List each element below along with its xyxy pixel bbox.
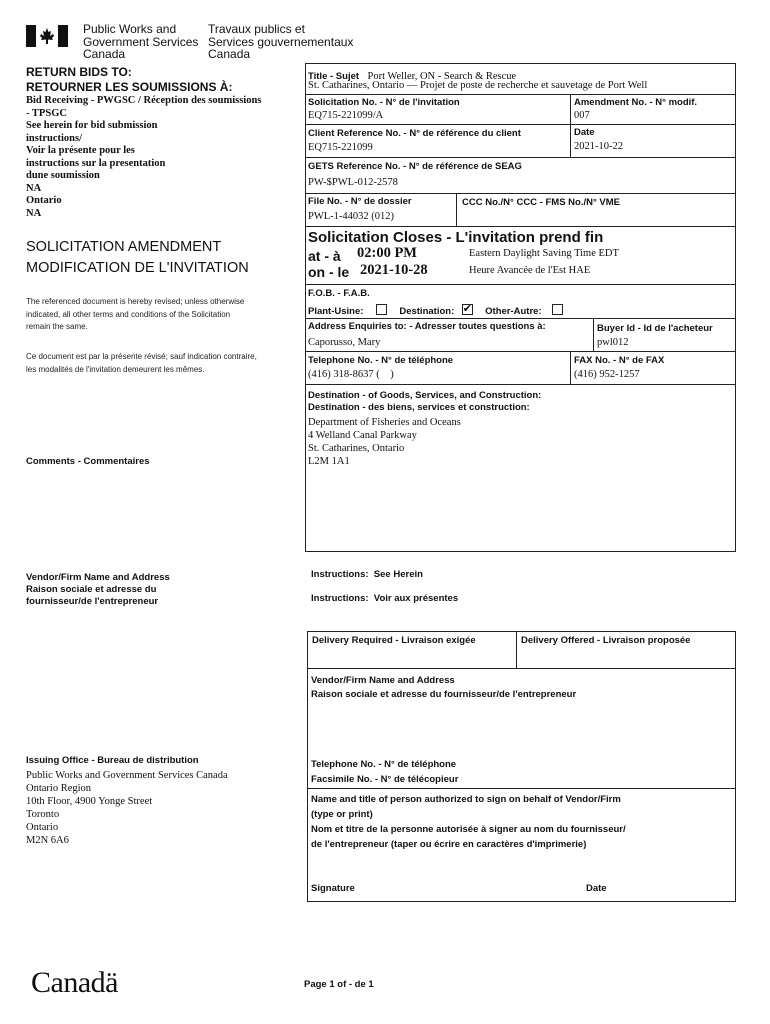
issuing-line: Toronto bbox=[26, 809, 60, 820]
destination-line: 4 Welland Canal Parkway bbox=[308, 430, 417, 441]
on-label: on - le bbox=[308, 264, 350, 280]
destination-checkbox[interactable]: ✔ bbox=[462, 303, 472, 316]
destination-heading-en: Destination - of Goods, Services, and Construction: bbox=[308, 390, 542, 401]
instructions-line: instructions sur la presentation bbox=[26, 157, 166, 169]
bid-receiving-block bbox=[26, 95, 296, 220]
other-autre-checkbox[interactable] bbox=[552, 304, 563, 315]
issuing-line: 10th Floor, 4900 Yonge Street bbox=[26, 796, 153, 807]
revision-notice-fr bbox=[26, 351, 257, 376]
fob-label: F.O.B. - F.A.B. bbox=[308, 288, 370, 299]
telephone-label: Telephone No. - N° de téléphone bbox=[308, 355, 454, 366]
divider bbox=[305, 284, 736, 285]
timezone-fr: Heure Avancée de l'Est HAE bbox=[469, 265, 591, 276]
address-enquiries-value: Caporusso, Mary bbox=[308, 337, 381, 348]
closes-label: Solicitation Closes - L'invitation prend fin bbox=[308, 229, 604, 246]
divider bbox=[570, 94, 571, 157]
vendor-address-line: Vendor/Firm Name and Address bbox=[311, 675, 455, 686]
destination-heading-fr: Destination - des biens, services et construction: bbox=[308, 402, 530, 413]
authorized-person-label bbox=[311, 792, 626, 852]
canada-flag-icon bbox=[26, 25, 68, 52]
vendor-firm-label bbox=[26, 572, 170, 608]
divider bbox=[305, 226, 736, 227]
fax-label: FAX No. - N° de FAX bbox=[574, 355, 665, 366]
signature-date-label: Date bbox=[586, 883, 607, 894]
vendor-label-line: fournisseur/de l'entrepreneur bbox=[26, 596, 159, 607]
divider bbox=[305, 351, 736, 352]
instructions-fr: Instructions: Voir aux présentes bbox=[311, 593, 459, 604]
bid-receiving-text: Bid Receiving - PWGSC / Réception des soumissions bbox=[26, 95, 262, 106]
vendor-telephone-label: Telephone No. - N° de téléphone bbox=[311, 759, 457, 770]
address-line: NA bbox=[26, 207, 42, 219]
divider bbox=[307, 668, 736, 669]
file-number: PWL-1-44032 (012) bbox=[308, 211, 395, 222]
canada-wordmark: Canadä bbox=[31, 966, 118, 999]
amendment-number: 007 bbox=[574, 110, 590, 121]
signature-label: Signature bbox=[311, 883, 355, 894]
title-value-line-2: St. Catharines, Ontario — Projet de poste de recherche et sauvetage de Port Well bbox=[308, 80, 648, 91]
revision-notice-en bbox=[26, 296, 244, 334]
instructions-line: See herein for bid submission bbox=[26, 120, 158, 131]
return-bids-en: RETURN BIDS TO: bbox=[26, 65, 132, 79]
revision-line: Ce document est par la présente révisé; sauf indication contraire, bbox=[26, 352, 257, 361]
divider bbox=[305, 384, 736, 385]
authorized-line: Nom et titre de la personne autorisée à signer au nom du fournisseur/ bbox=[311, 824, 626, 835]
divider bbox=[307, 788, 736, 789]
vendor-address-line: Raison sociale et adresse du fournisseur/de l'entrepreneur bbox=[311, 689, 577, 700]
divider bbox=[593, 318, 594, 351]
destination-line: L2M 1A1 bbox=[308, 456, 350, 467]
divider bbox=[305, 157, 736, 158]
divider bbox=[456, 193, 457, 226]
other-autre-label: Other-Autre: bbox=[485, 306, 542, 317]
issuing-office-address bbox=[26, 769, 228, 847]
destination-label: Destination: bbox=[399, 306, 455, 317]
vendor-label-line: Raison sociale et adresse du bbox=[26, 584, 157, 595]
divider bbox=[570, 351, 571, 384]
amendment-title bbox=[26, 237, 249, 279]
dept-fr-line: Services gouvernementaux bbox=[208, 34, 354, 49]
plant-usine-label: Plant-Usine: bbox=[308, 306, 364, 317]
divider bbox=[305, 193, 736, 194]
authorized-line: Name and title of person authorized to sign on behalf of Vendor/Firm bbox=[311, 794, 621, 805]
return-bids-fr: RETOURNER LES SOUMISSIONS À: bbox=[26, 80, 233, 94]
date-label: Date bbox=[574, 127, 595, 138]
instructions-en: Instructions: See Herein bbox=[311, 569, 423, 580]
authorized-line: de l'entrepreneur (taper ou écrire en caractères d'imprimerie) bbox=[311, 839, 587, 850]
telephone-value: (416) 318-8637 ( ) bbox=[308, 369, 394, 380]
issuing-line: Public Works and Government Services Canada bbox=[26, 770, 228, 781]
instructions-line: Voir la présente pour les bbox=[26, 145, 135, 156]
revision-line: remain the same. bbox=[26, 322, 88, 331]
page-number: Page 1 of - de 1 bbox=[304, 979, 374, 990]
amendment-title-en: SOLICITATION AMENDMENT bbox=[26, 239, 222, 255]
department-name-en bbox=[83, 23, 198, 61]
client-ref-number: EQ715-221099 bbox=[308, 142, 373, 153]
revision-line: The referenced document is hereby revised; unless otherwise bbox=[26, 297, 245, 306]
destination-heading bbox=[308, 390, 541, 414]
client-ref-label: Client Reference No. - N° de référence du client bbox=[308, 128, 521, 139]
vendor-address-label bbox=[311, 674, 576, 702]
tpsgc-text: - TPSGC bbox=[26, 107, 67, 119]
divider bbox=[305, 124, 736, 125]
dept-fr-line: Canada bbox=[208, 47, 251, 61]
destination-line: St. Catharines, Ontario bbox=[308, 443, 405, 454]
closing-time: 02:00 PM bbox=[357, 245, 417, 261]
revision-line: les modalités de l'invitation demeurent les mêmes. bbox=[26, 364, 205, 374]
fob-options bbox=[308, 301, 563, 319]
solicitation-number: EQ715-221099/A bbox=[308, 110, 384, 121]
revision-line: indicated, all other terms and conditions of the Solicitation bbox=[26, 309, 231, 319]
amendment-label: Amendment No. - N° modif. bbox=[574, 97, 698, 108]
vendor-fax-label: Facsimile No. - N° de télécopieur bbox=[311, 774, 459, 785]
authorized-line: (type or print) bbox=[311, 809, 373, 820]
ccc-label: CCC No./N° CCC - FMS No./N° VME bbox=[462, 197, 621, 208]
instructions-line: dune soumission bbox=[26, 170, 100, 181]
amendment-title-fr: MODIFICATION DE L'INVITATION bbox=[26, 260, 249, 276]
gets-label: GETS Reference No. - N° de référence de SEAG bbox=[308, 161, 522, 172]
plant-usine-checkbox[interactable] bbox=[376, 304, 387, 315]
dept-en-line: Government Services bbox=[83, 34, 199, 49]
at-label: at - à bbox=[308, 248, 341, 264]
destination-address bbox=[308, 416, 461, 468]
issuing-line: M2N 6A6 bbox=[26, 835, 69, 846]
department-name-fr bbox=[208, 23, 353, 61]
delivery-required-label: Delivery Required - Livraison exigée bbox=[312, 635, 476, 646]
dept-en-line: Canada bbox=[83, 47, 126, 61]
destination-line: Department of Fisheries and Oceans bbox=[308, 417, 461, 428]
return-bids-heading bbox=[26, 65, 232, 95]
issuing-office-label: Issuing Office - Bureau de distribution bbox=[26, 755, 199, 766]
title-label: Title - Sujet bbox=[308, 71, 360, 82]
solicitation-label: Solicitation No. - N° de l'invitation bbox=[308, 97, 460, 108]
title-value: Port Weller, ON - Search & Rescue bbox=[367, 71, 517, 82]
issuing-line: Ontario bbox=[26, 822, 59, 833]
delivery-offered-label: Delivery Offered - Livraison proposée bbox=[521, 635, 691, 646]
divider bbox=[516, 631, 517, 668]
instructions-line: instructions/ bbox=[26, 132, 83, 144]
file-label: File No. - N° de dossier bbox=[308, 196, 412, 207]
comments-label: Comments - Commentaires bbox=[26, 456, 150, 467]
address-line: NA bbox=[26, 182, 42, 194]
address-enquiries-label: Address Enquiries to: - Adresser toutes questions à: bbox=[308, 321, 546, 332]
buyer-id-value: pwl012 bbox=[597, 337, 629, 348]
issuing-line: Ontario Region bbox=[26, 783, 92, 794]
dept-en-line: Public Works and bbox=[83, 22, 177, 36]
timezone-en: Eastern Daylight Saving Time EDT bbox=[469, 248, 619, 259]
fax-value: (416) 952-1257 bbox=[574, 369, 640, 380]
divider bbox=[305, 94, 736, 95]
address-line: Ontario bbox=[26, 195, 62, 206]
buyer-id-label: Buyer Id - Id de l'acheteur bbox=[597, 323, 713, 334]
vendor-label-line: Vendor/Firm Name and Address bbox=[26, 572, 170, 583]
date-value: 2021-10-22 bbox=[574, 141, 623, 152]
gets-number: PW-$PWL-012-2578 bbox=[308, 177, 398, 188]
dept-fr-line: Travaux publics et bbox=[208, 22, 305, 36]
closing-date: 2021-10-28 bbox=[360, 262, 428, 278]
